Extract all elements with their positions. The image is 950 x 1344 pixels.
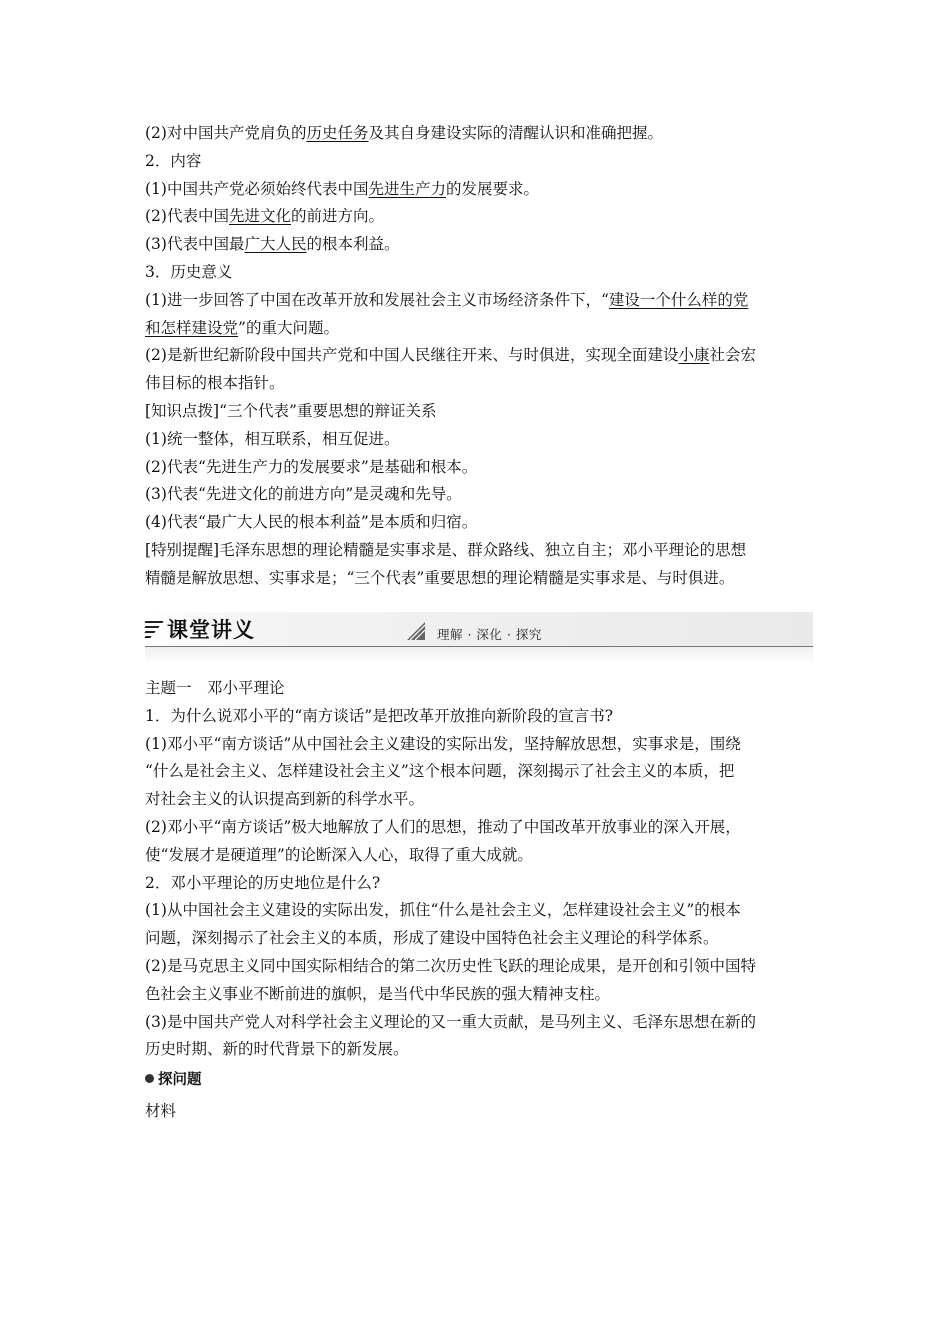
question-heading: 2．邓小平理论的历史地位是什么?: [145, 873, 381, 892]
paragraph-line: (2)对中国共产党肩负的历史任务及其自身建设实际的清醒认识和准确把握。: [145, 124, 663, 142]
paragraph-line: (2)代表中国先进文化的前进方向。: [145, 207, 384, 226]
paragraph-line: (3)是中国共产党人对科学社会主义理论的又一重大贡献，是马列主义、毛泽东思想在新的: [145, 1012, 756, 1031]
banner-rule: [145, 646, 813, 647]
underlined-term: 广大人民: [244, 235, 307, 254]
banner-subtitle: 理解 · 深化 · 探究: [437, 627, 542, 642]
banner-title: 课堂讲义: [167, 618, 255, 642]
paragraph-line: (1)中国共产党必须始终代表中国先进生产力的发展要求。: [145, 179, 539, 198]
special-reminder: [特别提醒]毛泽东思想的理论精髓是实事求是、群众路线、独立自主；邓小平理论的思想: [145, 540, 747, 559]
paragraph-line: (4)代表“最广大人民的根本利益”是本质和归宿。: [145, 513, 478, 532]
bullet-dot-icon: [145, 1074, 154, 1083]
paragraph-line: 精髓是解放思想、实事求是；“三个代表”重要思想的理论精髓是实事求是、与时俱进。: [145, 568, 735, 587]
paragraph-line: (2)邓小平“南方谈话”极大地解放了人们的思想，推动了中国改革开放事业的深入开展，: [145, 817, 741, 836]
paragraph-line: (1)从中国社会主义建设的实际出发，抓住“什么是社会主义，怎样建设社会主义”的根本: [145, 901, 741, 920]
paragraph-line: 历史时期、新的时代背景下的新发展。: [145, 1040, 409, 1059]
knowledge-tip: [知识点拨]“三个代表”重要思想的辩证关系: [145, 401, 437, 420]
paragraph-line: 色社会主义事业不断前进的旗帜，是当代中华民族的强大精神支柱。: [145, 984, 611, 1003]
paragraph-line: 对社会主义的认识提高到新的科学水平。: [145, 790, 425, 809]
paragraph-line: 和怎样建设党”的重大问题。: [145, 318, 339, 337]
underlined-term: 小康: [678, 346, 710, 365]
paragraph-line: (1)统一整体，相互联系，相互促进。: [145, 429, 400, 448]
paragraph-line: 问题，深刻揭示了社会主义的本质，形成了建设中国特色社会主义理论的科学体系。: [145, 929, 719, 948]
banner-shade: [145, 647, 813, 664]
underlined-term: 先进生产力: [368, 179, 446, 198]
paragraph-line: 伟目标的根本指针。: [145, 374, 285, 393]
subheading-content: 2．内容: [145, 151, 202, 170]
underlined-term: 先进文化: [228, 207, 291, 226]
topic-heading: 主题一 邓小平理论: [145, 679, 285, 697]
paragraph-line: (3)代表中国最广大人民的根本利益。: [145, 235, 400, 254]
paragraph-line: (2)代表“先进生产力的发展要求”是基础和根本。: [145, 457, 478, 476]
explore-heading: [145, 1066, 810, 1094]
paragraph-line: (3)代表“先进文化的前进方向”是灵魂和先导。: [145, 485, 462, 504]
theory-section: [145, 120, 810, 593]
explore-label: 探问题: [158, 1072, 202, 1089]
paragraph-line: (1)进一步回答了中国在改革开放和发展社会主义市场经济条件下，“建设一个什么样的党: [145, 290, 749, 309]
paragraph-line: (1)邓小平“南方谈话”从中国社会主义建设的实际出发，坚持解放思想，实事求是，围绕: [145, 734, 741, 753]
wedge-icon: [407, 622, 425, 640]
lecture-section: [145, 675, 810, 1126]
material-label: 材料: [145, 1101, 177, 1120]
paragraph-line: (2)是马克思主义同中国实际相结合的第二次历史性飞跃的理论成果，是开创和引领中国特: [145, 956, 756, 975]
paragraph-line: 使“发展才是硬道理”的论断深入人心，取得了重大成就。: [145, 845, 533, 864]
underlined-term: 历史任务: [306, 124, 369, 142]
section-banner: [145, 608, 813, 664]
subheading-significance: 3．历史意义: [145, 262, 233, 281]
paragraph-line: (2)是新世纪新阶段中国共产党和中国人民继往开来、与时俱进，实现全面建设小康社会宏: [145, 346, 756, 365]
paragraph-line: “什么是社会主义、怎样建设社会主义”这个根本问题，深刻揭示了社会主义的本质，把: [145, 762, 735, 781]
underlined-term: 建设一个什么样的党: [608, 290, 749, 309]
stripes-icon: [145, 621, 163, 639]
question-heading: 1．为什么说邓小平的“南方谈话”是把改革开放推向新阶段的宣言书?: [145, 706, 614, 725]
underlined-term: 和怎样建设党: [145, 318, 239, 337]
